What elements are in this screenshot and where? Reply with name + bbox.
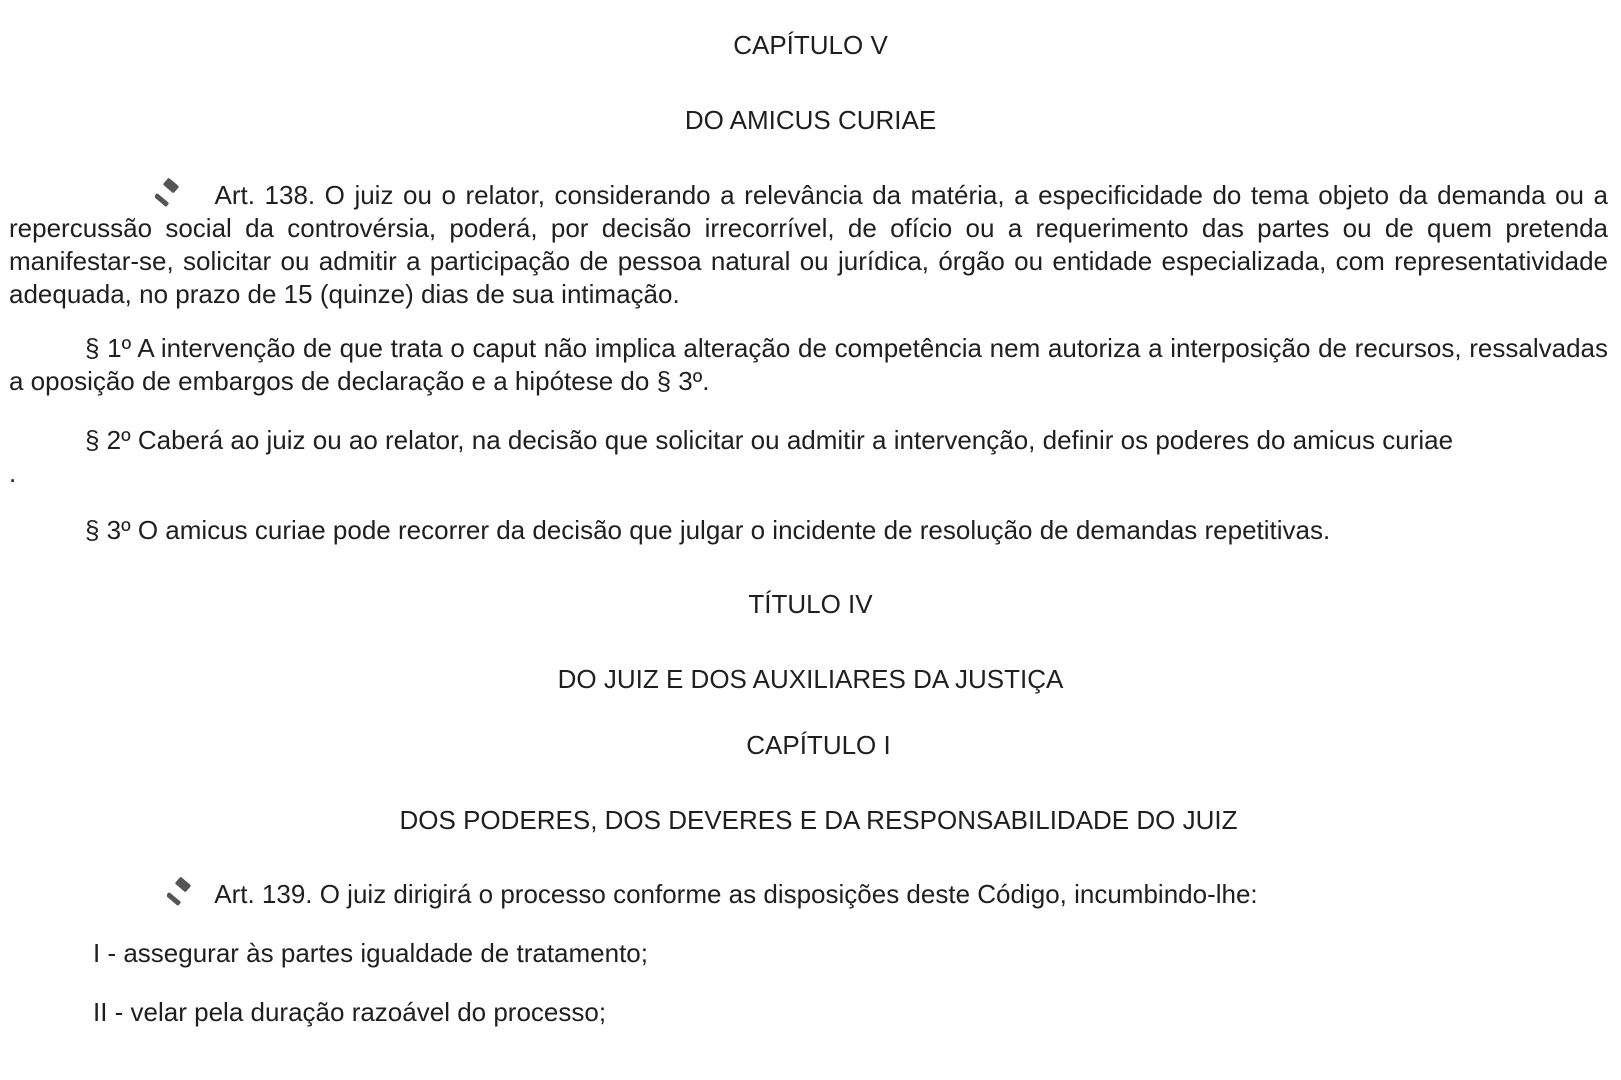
gavel-icon[interactable] bbox=[155, 178, 187, 208]
gavel-icon[interactable] bbox=[167, 877, 199, 907]
amicus-curiae-heading: DO AMICUS CURIAE bbox=[684, 105, 937, 135]
article-138 bbox=[9, 178, 1608, 311]
article-139-inciso-2: II - velar pela duração razoável do processo; bbox=[93, 997, 607, 1027]
article-138-text: Art. 138. O juiz ou o relator, considerando a relevância da matéria, a especificidade do tema objeto da demanda ou a repercussão social da controvérsia, poderá, por decisão irrecorrível, de ofício ou a requerimento das partes ou de quem pretenda manifestar-se, solicitar ou admitir a participação de pessoa natural ou jurídica, órgão ou entidade especializada, com representatividade adequada, no prazo de 15 (quinze) dias de sua intimação. bbox=[9, 180, 1608, 309]
title-iv-heading: TÍTULO IV bbox=[748, 589, 873, 619]
article-138-paragraph-2 bbox=[9, 424, 1608, 490]
article-139-inciso-1: I - assegurar às partes igualdade de tratamento; bbox=[93, 938, 648, 968]
chapter-i-heading: CAPÍTULO I bbox=[746, 730, 891, 760]
article-138-paragraph-1: § 1º A intervenção de que trata o caput não implica alteração de competência nem autoriza a interposição de recursos, ressalvadas a oposição de embargos de declaração e a hipótese do § 3º. bbox=[9, 333, 1608, 396]
article-138-paragraph-3: § 3º O amicus curiae pode recorrer da decisão que julgar o incidente de resolução de demandas repetitivas. bbox=[85, 515, 1331, 545]
article-138-paragraph-2-tail: . bbox=[9, 458, 17, 488]
article-139-text: Art. 139. O juiz dirigirá o processo conforme as disposições deste Código, incumbindo-lhe: bbox=[214, 879, 1258, 909]
article-138-paragraph-2-text: § 2º Caberá ao juiz ou ao relator, na decisão que solicitar ou admitir a intervenção, definir os poderes do amicus curiae bbox=[85, 425, 1454, 455]
judge-auxiliaries-heading: DO JUIZ E DOS AUXILIARES DA JUSTIÇA bbox=[557, 664, 1064, 694]
chapter-v-heading: CAPÍTULO V bbox=[733, 30, 888, 60]
article-139 bbox=[167, 877, 1258, 911]
judge-powers-heading: DOS PODERES, DOS DEVERES E DA RESPONSABILIDADE DO JUIZ bbox=[399, 805, 1238, 835]
